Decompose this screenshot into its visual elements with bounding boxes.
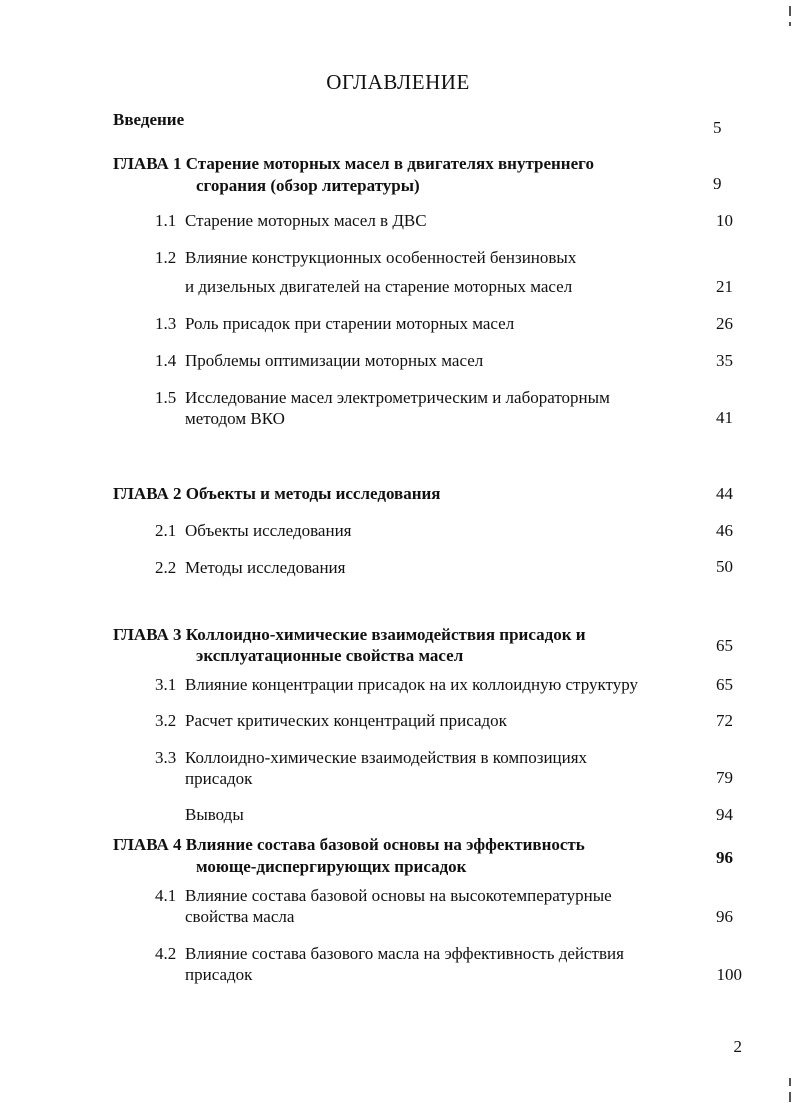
section-3-1-page: 65 bbox=[716, 675, 733, 694]
scan-artifact-mark bbox=[789, 1092, 791, 1102]
section-3-1-title: Влияние концентрации присадок на их коллоидную структуру bbox=[185, 675, 638, 694]
section-1-2-number: 1.2 bbox=[155, 248, 177, 267]
section-1-4-number: 1.4 bbox=[155, 351, 177, 370]
section-1-5-title-line2: методом ВКО bbox=[185, 409, 285, 428]
section-4-1-page: 96 bbox=[716, 907, 733, 926]
section-2-2-number: 2.2 bbox=[155, 558, 177, 577]
section-1-5-page: 41 bbox=[716, 408, 733, 427]
section-1-4-title: Проблемы оптимизации моторных масел bbox=[185, 351, 484, 370]
scan-artifact-mark bbox=[789, 22, 791, 26]
scan-artifact-mark bbox=[789, 1078, 791, 1086]
section-1-1-title: Старение моторных масел в ДВС bbox=[185, 211, 427, 230]
scan-artifact-mark bbox=[789, 6, 791, 16]
section-1-3-page: 26 bbox=[716, 314, 733, 333]
section-1-3-number: 1.3 bbox=[155, 314, 177, 333]
conclusions-label: Выводы bbox=[185, 805, 244, 824]
section-1-4-page: 35 bbox=[716, 351, 733, 370]
section-1-1-number: 1.1 bbox=[155, 211, 177, 230]
section-3-2-title: Расчет критических концентраций присадок bbox=[185, 711, 507, 730]
section-2-2-page: 50 bbox=[716, 557, 733, 576]
section-4-2-page: 100 bbox=[716, 965, 742, 984]
section-4-1-title-line2: свойства масла bbox=[185, 907, 295, 926]
toc-intro-label: Введение bbox=[113, 110, 185, 129]
section-1-2-title-line2: и дизельных двигателей на старение моторных масел bbox=[185, 277, 573, 296]
section-3-3-title-line2: присадок bbox=[185, 769, 253, 788]
section-1-5-number: 1.5 bbox=[155, 388, 177, 407]
chapter-2-page: 44 bbox=[716, 484, 733, 503]
section-3-1-number: 3.1 bbox=[155, 675, 177, 694]
section-2-1-page: 46 bbox=[716, 521, 733, 540]
page-number: 2 bbox=[733, 1037, 742, 1056]
section-2-1-number: 2.1 bbox=[155, 521, 177, 540]
chapter-4-title-line2: моюще-диспергирующих присадок bbox=[196, 857, 467, 876]
section-1-3-title: Роль присадок при старении моторных масел bbox=[185, 314, 515, 333]
section-2-1-title: Объекты исследования bbox=[185, 521, 352, 540]
section-2-2-title: Методы исследования bbox=[185, 558, 346, 577]
section-3-2-page: 72 bbox=[716, 711, 733, 730]
chapter-1-page: 9 bbox=[713, 174, 722, 193]
section-3-3-page: 79 bbox=[716, 768, 733, 787]
section-4-1-number: 4.1 bbox=[155, 886, 177, 905]
section-3-3-number: 3.3 bbox=[155, 748, 177, 767]
section-1-1-page: 10 bbox=[716, 211, 733, 230]
section-1-5-title-line1: Исследование масел электрометрическим и лабораторным bbox=[185, 388, 610, 407]
section-3-3-title-line1: Коллоидно-химические взаимодействия в композициях bbox=[185, 748, 588, 767]
section-1-2-title-line1: Влияние конструкционных особенностей бензиновых bbox=[185, 248, 577, 267]
chapter-1-title-line2: сгорания (обзор литературы) bbox=[196, 176, 420, 195]
page-title: ОГЛАВЛЕНИЕ bbox=[326, 70, 470, 94]
section-1-2-page: 21 bbox=[716, 277, 733, 296]
section-4-2-number: 4.2 bbox=[155, 944, 177, 963]
section-4-2-title-line2: присадок bbox=[185, 965, 253, 984]
toc-intro-page: 5 bbox=[713, 118, 722, 137]
chapter-3-title-line1: ГЛАВА 3 Коллоидно-химические взаимодействия присадок и bbox=[113, 625, 586, 644]
section-3-2-number: 3.2 bbox=[155, 711, 177, 730]
chapter-4-page: 96 bbox=[716, 848, 733, 867]
chapter-3-title-line2: эксплуатационные свойства масел bbox=[196, 646, 464, 665]
chapter-3-page: 65 bbox=[716, 636, 733, 655]
conclusions-page: 94 bbox=[716, 805, 733, 824]
chapter-2-title: ГЛАВА 2 Объекты и методы исследования bbox=[113, 484, 441, 503]
section-4-2-title-line1: Влияние состава базового масла на эффективность действия bbox=[185, 944, 624, 963]
chapter-4-title-line1: ГЛАВА 4 Влияние состава базовой основы на эффективность bbox=[113, 835, 585, 854]
chapter-1-title-line1: ГЛАВА 1 Старение моторных масел в двигателях внутреннего bbox=[113, 154, 594, 173]
section-4-1-title-line1: Влияние состава базовой основы на высокотемпературные bbox=[185, 886, 612, 905]
